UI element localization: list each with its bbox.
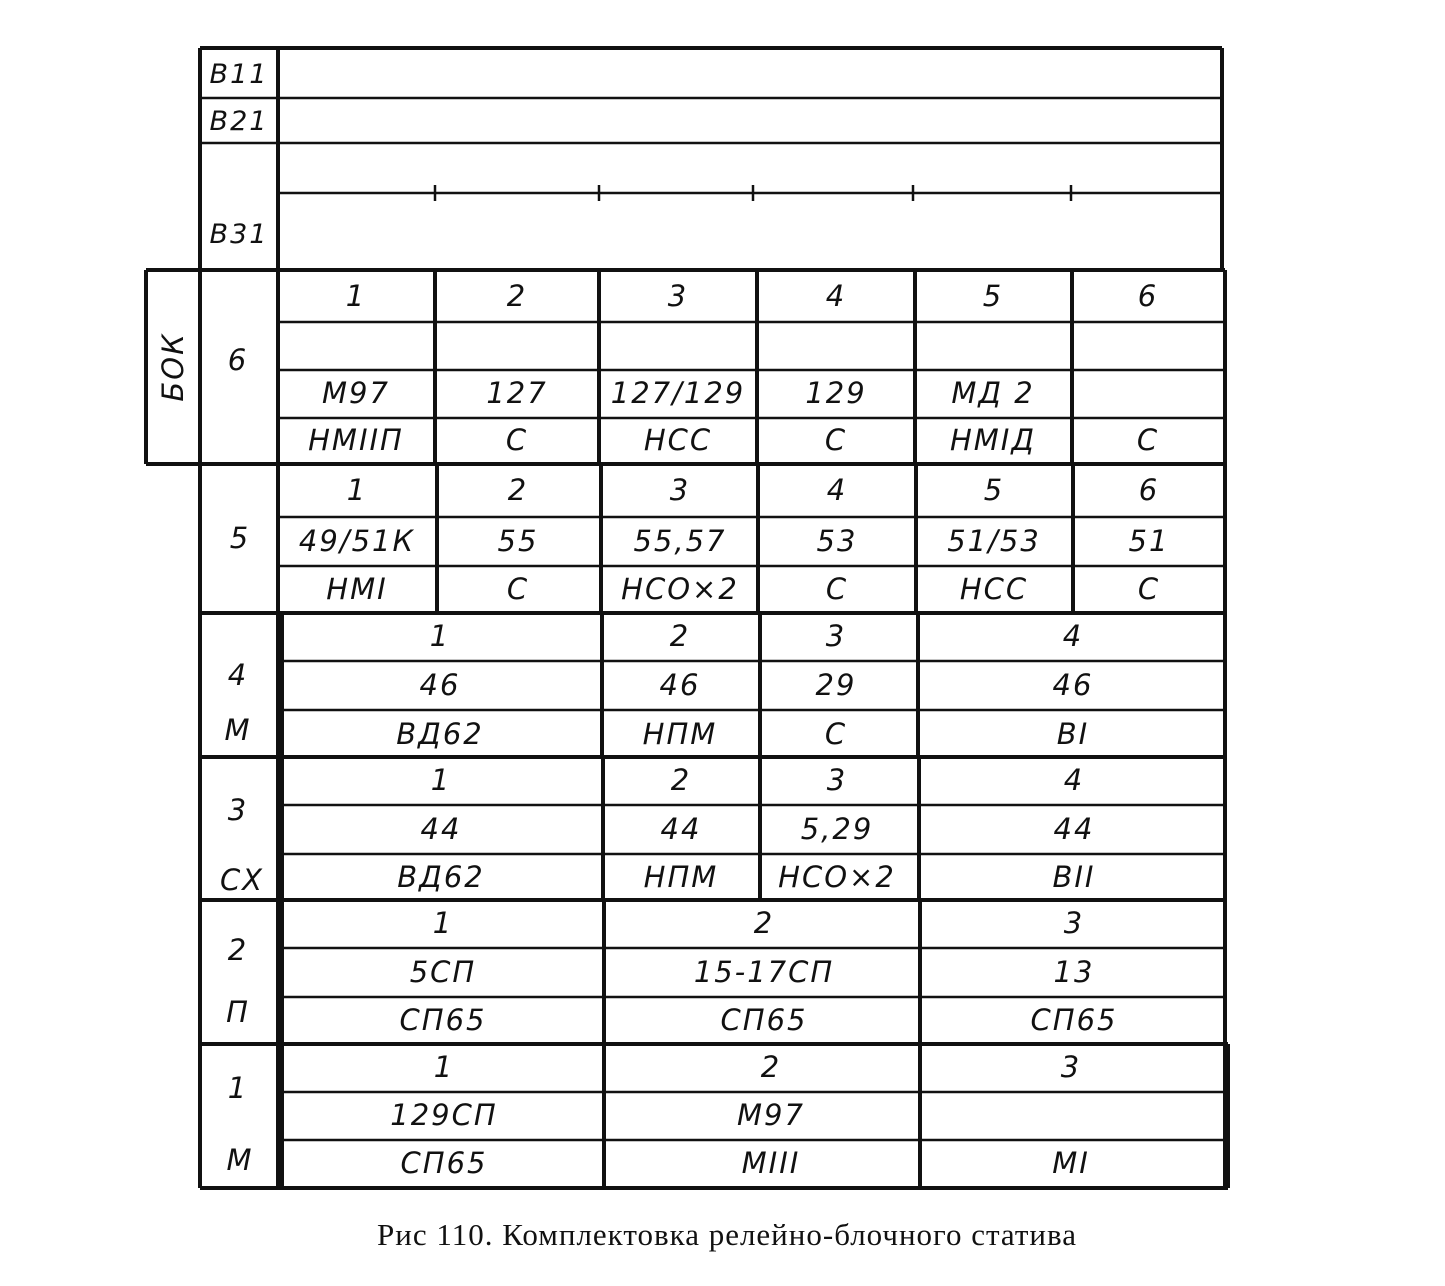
cell-code: 55 [497, 524, 539, 558]
cell-code: 46 [659, 668, 701, 702]
cell-number: 5 [983, 473, 1005, 507]
cell-code: 46 [1052, 668, 1094, 702]
cell-type: С [505, 423, 529, 457]
cell-number: 1 [345, 279, 367, 313]
shelf-label-5: 5 [229, 521, 251, 555]
cell-number: 1 [433, 1050, 455, 1084]
shelf-4-cells [396, 619, 1093, 751]
shelf-label-3: 3 [227, 793, 249, 827]
cell-type: НМIД [949, 423, 1037, 457]
cell-code: 51/53 [947, 524, 1041, 558]
shelf-1-cells [390, 1050, 1090, 1180]
cell-code: МД 2 [951, 376, 1035, 410]
figure-caption: Рис 110. Комплектовка релейно-блочного статива [377, 1217, 1077, 1252]
cell-code: 44 [660, 812, 702, 846]
cell-type: НПМ [642, 717, 718, 751]
shelf-label-1: 1 [227, 1071, 249, 1105]
cell-number: 1 [429, 619, 451, 653]
cell-number: 1 [346, 473, 368, 507]
row-label-b21: B21 [209, 106, 269, 137]
cell-type: СП65 [399, 1003, 487, 1037]
cell-code: 55,57 [633, 524, 727, 558]
cell-type: С [824, 717, 848, 751]
cell-code: 46 [419, 668, 461, 702]
cell-number: 3 [825, 619, 847, 653]
cell-number: 2 [753, 906, 775, 940]
cell-code: 29 [815, 668, 857, 702]
cell-number: 3 [669, 473, 691, 507]
cell-type: С [824, 423, 848, 457]
cell-number: 1 [432, 906, 454, 940]
cell-type: НСО×2 [621, 572, 739, 606]
cell-type: ВI [1056, 717, 1090, 751]
cell-type: ВII [1052, 860, 1096, 894]
cell-number: 3 [826, 763, 848, 797]
cell-number: 6 [1137, 279, 1159, 313]
shelf-sublabel-4: М [224, 713, 252, 747]
cell-type: МI [1052, 1146, 1090, 1180]
cell-number: 4 [1063, 763, 1085, 797]
cell-type: НСС [643, 423, 713, 457]
cell-type: СП65 [400, 1146, 488, 1180]
cell-code: 5,29 [800, 812, 874, 846]
cell-type: СП65 [1030, 1003, 1118, 1037]
cell-number: 5 [982, 279, 1004, 313]
cell-type: С [825, 572, 849, 606]
cell-type: С [1137, 572, 1161, 606]
cell-type: ВД62 [397, 860, 485, 894]
cell-type: НСС [959, 572, 1029, 606]
cell-number: 6 [1138, 473, 1160, 507]
cell-code: 129 [805, 376, 867, 410]
cell-type: СП65 [720, 1003, 808, 1037]
cell-code: 127/129 [610, 376, 746, 410]
cell-number: 4 [826, 473, 848, 507]
shelf-sublabel-2: П [226, 995, 250, 1029]
cell-code: М97 [737, 1098, 805, 1132]
side-label-bok: БОК [156, 332, 190, 402]
cell-number: 2 [669, 619, 691, 653]
cell-code: 51 [1128, 524, 1170, 558]
cell-number: 2 [760, 1050, 782, 1084]
shelf-3-cells [397, 763, 1095, 894]
cell-code: 127 [486, 376, 548, 410]
shelf-sublabel-3: СХ [219, 863, 265, 897]
cell-number: 3 [667, 279, 689, 313]
shelf-label-2: 2 [227, 933, 249, 967]
cell-number: 2 [506, 279, 528, 313]
shelf-label-6: 6 [227, 343, 249, 377]
cell-number: 4 [825, 279, 847, 313]
cell-number: 3 [1060, 1050, 1082, 1084]
cell-code: 44 [1053, 812, 1095, 846]
shelf-2-cells [400, 906, 1118, 1037]
cell-type: ВД62 [396, 717, 484, 751]
cell-type: МIII [741, 1146, 801, 1180]
cell-type: С [506, 572, 530, 606]
cell-code: 49/51К [298, 524, 416, 558]
cell-number: 1 [430, 763, 452, 797]
cell-code: 129СП [390, 1098, 498, 1132]
cell-number: 2 [507, 473, 529, 507]
cell-type: НМIIП [308, 423, 404, 457]
row-label-b11: B11 [209, 59, 269, 90]
cell-type: С [1136, 423, 1160, 457]
cell-code: 15-17СП [693, 955, 835, 989]
cell-type: НСО×2 [778, 860, 896, 894]
cell-number: 2 [670, 763, 692, 797]
shelf-label-4: 4 [227, 658, 249, 692]
cell-code: 53 [816, 524, 858, 558]
cell-code: 5СП [409, 955, 477, 989]
cell-type: НМI [326, 572, 388, 606]
shelf-sublabel-1: М [226, 1143, 254, 1177]
cell-code: 44 [420, 812, 462, 846]
shelf-5-cells [299, 473, 1170, 606]
cell-code: 13 [1053, 955, 1095, 989]
row-label-b31: B31 [209, 219, 269, 250]
cell-number: 4 [1062, 619, 1084, 653]
cell-number: 3 [1063, 906, 1085, 940]
cell-type: НПМ [643, 860, 719, 894]
cell-code: M97 [322, 376, 390, 410]
